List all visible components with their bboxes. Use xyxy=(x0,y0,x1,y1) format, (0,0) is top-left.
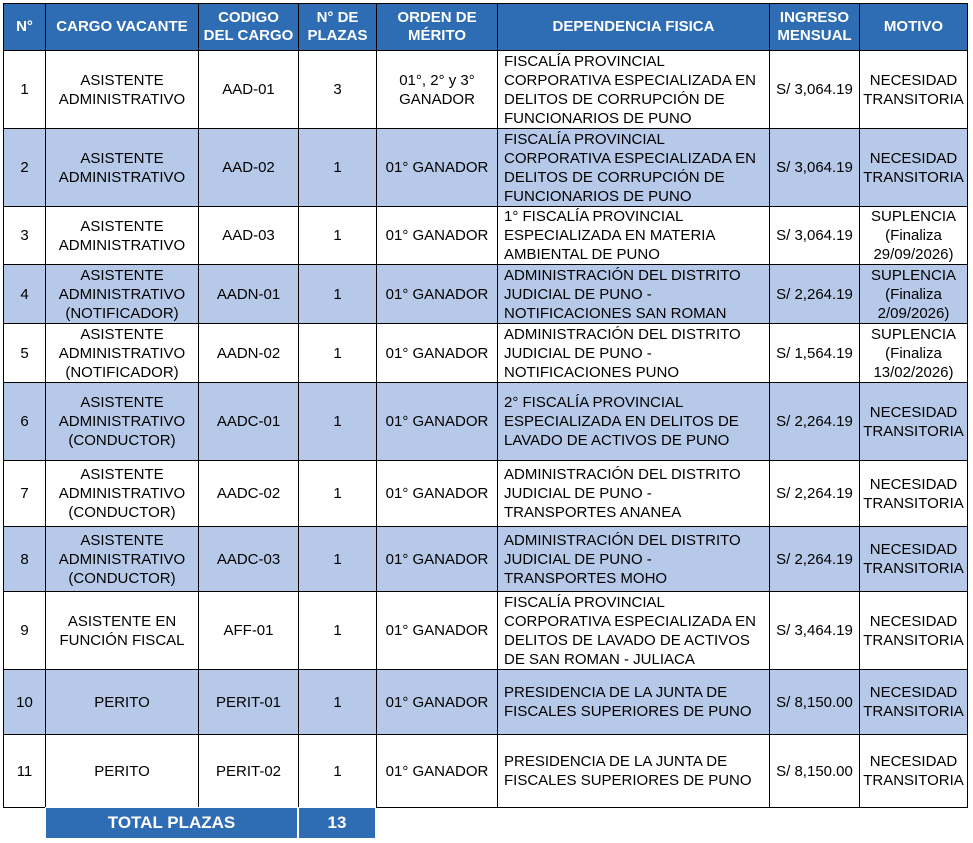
table-row xyxy=(4,265,968,324)
cell-ingreso: S/ 3,064.19 xyxy=(770,207,860,265)
cell-plazas: 1 xyxy=(299,592,377,670)
cell-ingreso: S/ 8,150.00 xyxy=(770,735,860,808)
cell-motivo: NECESIDAD TRANSITORIA xyxy=(860,527,968,592)
cell-codigo: AFF-01 xyxy=(199,592,299,670)
cell-ingreso: S/ 2,264.19 xyxy=(770,383,860,461)
cell-orden: 01° GANADOR xyxy=(377,265,498,324)
header-row xyxy=(4,4,968,51)
cell-motivo: SUPLENCIA (Finaliza 29/09/2026) xyxy=(860,207,968,265)
cell-n: 9 xyxy=(4,592,46,670)
cell-n: 5 xyxy=(4,324,46,383)
cell-orden: 01° GANADOR xyxy=(377,383,498,461)
cell-cargo: ASISTENTE EN FUNCIÓN FISCAL xyxy=(46,592,199,670)
cell-codigo: AAD-01 xyxy=(199,51,299,129)
cell-n: 10 xyxy=(4,670,46,735)
cell-cargo: ASISTENTE ADMINISTRATIVO xyxy=(46,129,199,207)
cell-ingreso: S/ 1,564.19 xyxy=(770,324,860,383)
cell-plazas: 1 xyxy=(299,129,377,207)
cell-n: 6 xyxy=(4,383,46,461)
cell-n: 1 xyxy=(4,51,46,129)
header-motivo: MOTIVO xyxy=(860,4,968,51)
cell-n: 7 xyxy=(4,461,46,527)
cell-plazas: 1 xyxy=(299,527,377,592)
cell-cargo: ASISTENTE ADMINISTRATIVO (NOTIFICADOR) xyxy=(46,265,199,324)
cell-motivo: NECESIDAD TRANSITORIA xyxy=(860,51,968,129)
cell-dependencia: 2° FISCALÍA PROVINCIAL ESPECIALIZADA EN DELITOS DE LAVADO DE ACTIVOS DE PUNO xyxy=(498,383,770,461)
cell-codigo: AADN-01 xyxy=(199,265,299,324)
vacancies-table xyxy=(3,3,968,808)
cell-orden: 01° GANADOR xyxy=(377,129,498,207)
cell-orden: 01°, 2° y 3° GANADOR xyxy=(377,51,498,129)
cell-cargo: PERITO xyxy=(46,670,199,735)
cell-plazas: 1 xyxy=(299,670,377,735)
cell-codigo: PERIT-01 xyxy=(199,670,299,735)
cell-codigo: AAD-02 xyxy=(199,129,299,207)
cell-orden: 01° GANADOR xyxy=(377,324,498,383)
cell-n: 2 xyxy=(4,129,46,207)
cell-motivo: NECESIDAD TRANSITORIA xyxy=(860,383,968,461)
total-plazas-label: TOTAL PLAZAS xyxy=(45,807,298,839)
cell-codigo: AADC-03 xyxy=(199,527,299,592)
cell-n: 4 xyxy=(4,265,46,324)
header-cargo: CARGO VACANTE xyxy=(46,4,199,51)
cell-orden: 01° GANADOR xyxy=(377,670,498,735)
cell-dependencia: FISCALÍA PROVINCIAL CORPORATIVA ESPECIALIZADA EN DELITOS DE LAVADO DE ACTIVOS DE SAN ROMAN - JULIACA xyxy=(498,592,770,670)
table-row xyxy=(4,735,968,808)
cell-ingreso: S/ 8,150.00 xyxy=(770,670,860,735)
cell-ingreso: S/ 3,464.19 xyxy=(770,592,860,670)
table-row xyxy=(4,324,968,383)
cell-ingreso: S/ 2,264.19 xyxy=(770,527,860,592)
header-ingreso: INGRESO MENSUAL xyxy=(770,4,860,51)
cell-dependencia: PRESIDENCIA DE LA JUNTA DE FISCALES SUPERIORES DE PUNO xyxy=(498,670,770,735)
cell-cargo: ASISTENTE ADMINISTRATIVO (CONDUCTOR) xyxy=(46,461,199,527)
table-row xyxy=(4,129,968,207)
cell-codigo: AADC-02 xyxy=(199,461,299,527)
cell-ingreso: S/ 2,264.19 xyxy=(770,265,860,324)
header-n: N° xyxy=(4,4,46,51)
cell-motivo: NECESIDAD TRANSITORIA xyxy=(860,461,968,527)
cell-motivo: SUPLENCIA (Finaliza 13/02/2026) xyxy=(860,324,968,383)
cell-plazas: 3 xyxy=(299,51,377,129)
cell-dependencia: FISCALÍA PROVINCIAL CORPORATIVA ESPECIALIZADA EN DELITOS DE CORRUPCIÓN DE FUNCIONARIOS DE PUNO xyxy=(498,51,770,129)
cell-cargo: ASISTENTE ADMINISTRATIVO xyxy=(46,207,199,265)
cell-codigo: PERIT-02 xyxy=(199,735,299,808)
total-plazas-value: 13 xyxy=(298,807,376,839)
cell-orden: 01° GANADOR xyxy=(377,461,498,527)
cell-cargo: ASISTENTE ADMINISTRATIVO (NOTIFICADOR) xyxy=(46,324,199,383)
cell-cargo: ASISTENTE ADMINISTRATIVO (CONDUCTOR) xyxy=(46,527,199,592)
cell-n: 11 xyxy=(4,735,46,808)
cell-plazas: 1 xyxy=(299,383,377,461)
cell-plazas: 1 xyxy=(299,461,377,527)
cell-plazas: 1 xyxy=(299,324,377,383)
cell-dependencia: ADMINISTRACIÓN DEL DISTRITO JUDICIAL DE PUNO - NOTIFICACIONES SAN ROMAN xyxy=(498,265,770,324)
cell-plazas: 1 xyxy=(299,735,377,808)
table-row xyxy=(4,670,968,735)
cell-ingreso: S/ 2,264.19 xyxy=(770,461,860,527)
header-codigo: CODIGO DEL CARGO xyxy=(199,4,299,51)
cell-dependencia: ADMINISTRACIÓN DEL DISTRITO JUDICIAL DE PUNO - TRANSPORTES ANANEA xyxy=(498,461,770,527)
cell-motivo: NECESIDAD TRANSITORIA xyxy=(860,129,968,207)
cell-motivo: NECESIDAD TRANSITORIA xyxy=(860,670,968,735)
cell-motivo: NECESIDAD TRANSITORIA xyxy=(860,735,968,808)
table-row xyxy=(4,383,968,461)
cell-dependencia: ADMINISTRACIÓN DEL DISTRITO JUDICIAL DE PUNO - TRANSPORTES MOHO xyxy=(498,527,770,592)
cell-n: 8 xyxy=(4,527,46,592)
cell-dependencia: PRESIDENCIA DE LA JUNTA DE FISCALES SUPERIORES DE PUNO xyxy=(498,735,770,808)
table-row xyxy=(4,51,968,129)
cell-plazas: 1 xyxy=(299,265,377,324)
cell-dependencia: FISCALÍA PROVINCIAL CORPORATIVA ESPECIALIZADA EN DELITOS DE CORRUPCIÓN DE FUNCIONARIOS DE PUNO xyxy=(498,129,770,207)
header-dependencia: DEPENDENCIA FISICA xyxy=(498,4,770,51)
cell-orden: 01° GANADOR xyxy=(377,735,498,808)
cell-motivo: SUPLENCIA (Finaliza 2/09/2026) xyxy=(860,265,968,324)
cell-plazas: 1 xyxy=(299,207,377,265)
cell-codigo: AAD-03 xyxy=(199,207,299,265)
cell-cargo: ASISTENTE ADMINISTRATIVO xyxy=(46,51,199,129)
cell-codigo: AADC-01 xyxy=(199,383,299,461)
header-orden: ORDEN DE MÉRITO xyxy=(377,4,498,51)
cell-dependencia: 1° FISCALÍA PROVINCIAL ESPECIALIZADA EN MATERIA AMBIENTAL DE PUNO xyxy=(498,207,770,265)
cell-dependencia: ADMINISTRACIÓN DEL DISTRITO JUDICIAL DE PUNO - NOTIFICACIONES PUNO xyxy=(498,324,770,383)
cell-cargo: ASISTENTE ADMINISTRATIVO (CONDUCTOR) xyxy=(46,383,199,461)
cell-n: 3 xyxy=(4,207,46,265)
cell-orden: 01° GANADOR xyxy=(377,527,498,592)
cell-codigo: AADN-02 xyxy=(199,324,299,383)
cell-ingreso: S/ 3,064.19 xyxy=(770,51,860,129)
table-row xyxy=(4,461,968,527)
cell-cargo: PERITO xyxy=(46,735,199,808)
cell-motivo: NECESIDAD TRANSITORIA xyxy=(860,592,968,670)
cell-orden: 01° GANADOR xyxy=(377,207,498,265)
table-row xyxy=(4,592,968,670)
header-plazas: N° DE PLAZAS xyxy=(299,4,377,51)
table-row xyxy=(4,527,968,592)
cell-orden: 01° GANADOR xyxy=(377,592,498,670)
cell-ingreso: S/ 3,064.19 xyxy=(770,129,860,207)
table-row xyxy=(4,207,968,265)
